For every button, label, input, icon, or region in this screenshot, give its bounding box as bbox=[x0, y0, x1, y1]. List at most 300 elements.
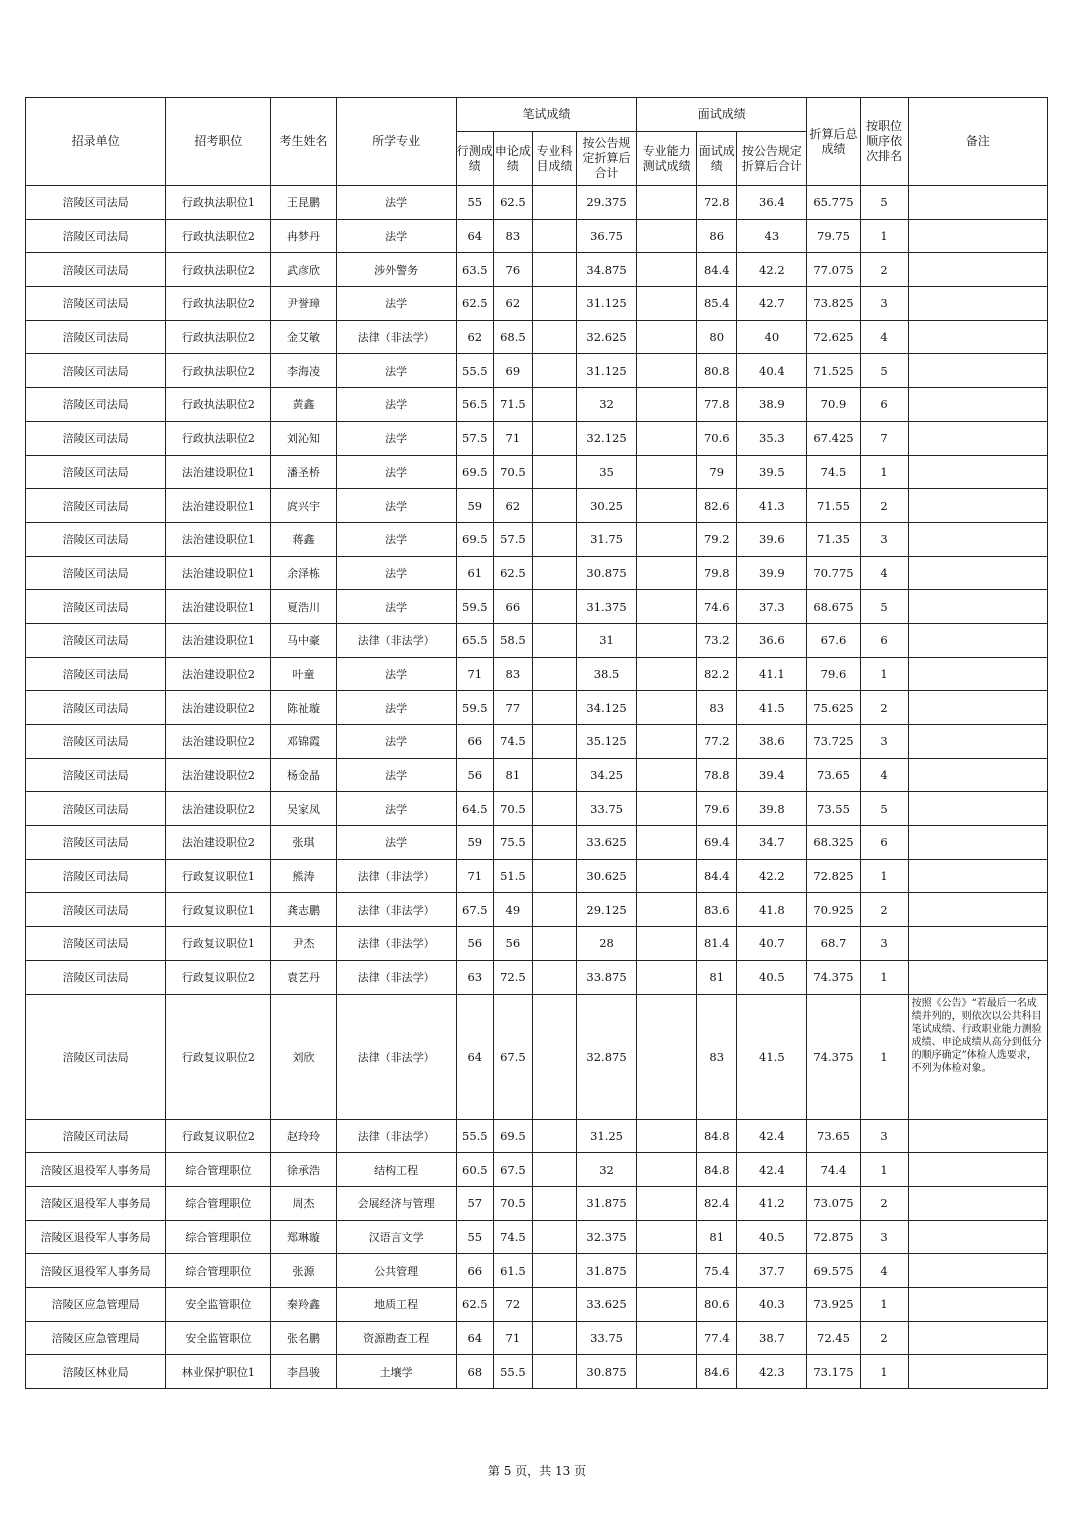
cell-xingce: 71 bbox=[456, 657, 493, 691]
cell-name: 袁艺丹 bbox=[271, 960, 336, 994]
cell-written-total: 32.375 bbox=[576, 1220, 636, 1254]
cell-unit: 涪陵区退役军人事务局 bbox=[26, 1254, 166, 1288]
cell-rank: 6 bbox=[860, 826, 908, 860]
cell-interview: 80.6 bbox=[697, 1287, 737, 1321]
cell-shenlun: 71 bbox=[493, 421, 532, 455]
cell-interview-total: 40.5 bbox=[737, 1220, 807, 1254]
cell-ability bbox=[637, 1153, 697, 1187]
cell-interview-total: 40.5 bbox=[737, 960, 807, 994]
cell-position: 法治建设职位1 bbox=[166, 556, 271, 590]
cell-shenlun: 74.5 bbox=[493, 1220, 532, 1254]
cell-major: 公共管理 bbox=[336, 1254, 456, 1288]
cell-unit: 涪陵区司法局 bbox=[26, 287, 166, 321]
cell-interview: 82.6 bbox=[697, 489, 737, 523]
cell-unit: 涪陵区司法局 bbox=[26, 960, 166, 994]
cell-shenlun: 83 bbox=[493, 219, 532, 253]
table-row bbox=[26, 960, 1048, 994]
cell-xingce: 56.5 bbox=[456, 388, 493, 422]
header-name: 考生姓名 bbox=[271, 98, 336, 186]
header-interview-score: 面试成绩 bbox=[697, 132, 737, 186]
cell-xingce: 55.5 bbox=[456, 354, 493, 388]
cell-unit: 涪陵区司法局 bbox=[26, 354, 166, 388]
cell-xingce: 63.5 bbox=[456, 253, 493, 287]
cell-written-total: 28 bbox=[576, 927, 636, 961]
cell-position: 行政复议职位1 bbox=[166, 893, 271, 927]
table-row bbox=[26, 455, 1048, 489]
cell-rank: 5 bbox=[860, 354, 908, 388]
cell-zhuanye bbox=[532, 421, 576, 455]
cell-position: 法治建设职位1 bbox=[166, 489, 271, 523]
cell-shenlun: 61.5 bbox=[493, 1254, 532, 1288]
cell-rank: 2 bbox=[860, 1186, 908, 1220]
cell-zhuanye bbox=[532, 1220, 576, 1254]
table-row bbox=[26, 893, 1048, 927]
cell-final: 68.325 bbox=[807, 826, 860, 860]
cell-interview-total: 38.9 bbox=[737, 388, 807, 422]
cell-unit: 涪陵区司法局 bbox=[26, 859, 166, 893]
cell-zhuanye bbox=[532, 186, 576, 220]
cell-written-total: 31.125 bbox=[576, 354, 636, 388]
cell-shenlun: 77 bbox=[493, 691, 532, 725]
cell-unit: 涪陵区司法局 bbox=[26, 186, 166, 220]
cell-shenlun: 69 bbox=[493, 354, 532, 388]
cell-ability bbox=[637, 1119, 697, 1153]
cell-written-total: 33.875 bbox=[576, 960, 636, 994]
cell-note bbox=[908, 522, 1047, 556]
cell-written-total: 34.25 bbox=[576, 758, 636, 792]
cell-written-total: 34.875 bbox=[576, 253, 636, 287]
cell-name: 邓锦霞 bbox=[271, 725, 336, 759]
cell-final: 79.75 bbox=[807, 219, 860, 253]
cell-unit: 涪陵区司法局 bbox=[26, 758, 166, 792]
cell-rank: 3 bbox=[860, 1220, 908, 1254]
cell-rank: 2 bbox=[860, 893, 908, 927]
table-row bbox=[26, 1220, 1048, 1254]
cell-note bbox=[908, 320, 1047, 354]
table-row bbox=[26, 758, 1048, 792]
cell-position: 法治建设职位2 bbox=[166, 691, 271, 725]
table-row bbox=[26, 1287, 1048, 1321]
cell-note bbox=[908, 590, 1047, 624]
cell-shenlun: 83 bbox=[493, 657, 532, 691]
cell-written-total: 35.125 bbox=[576, 725, 636, 759]
cell-note bbox=[908, 1254, 1047, 1288]
cell-final: 73.65 bbox=[807, 1119, 860, 1153]
cell-shenlun: 55.5 bbox=[493, 1355, 532, 1389]
cell-shenlun: 62 bbox=[493, 489, 532, 523]
cell-interview: 85.4 bbox=[697, 287, 737, 321]
table-row bbox=[26, 556, 1048, 590]
cell-xingce: 64 bbox=[456, 1321, 493, 1355]
cell-rank: 4 bbox=[860, 758, 908, 792]
cell-position: 行政复议职位2 bbox=[166, 1119, 271, 1153]
cell-name: 王昆鹏 bbox=[271, 186, 336, 220]
cell-zhuanye bbox=[532, 1321, 576, 1355]
cell-interview: 82.2 bbox=[697, 657, 737, 691]
cell-zhuanye bbox=[532, 758, 576, 792]
cell-final: 74.5 bbox=[807, 455, 860, 489]
table-row bbox=[26, 1153, 1048, 1187]
cell-rank: 3 bbox=[860, 1119, 908, 1153]
cell-xingce: 71 bbox=[456, 859, 493, 893]
cell-shenlun: 81 bbox=[493, 758, 532, 792]
cell-unit: 涪陵区司法局 bbox=[26, 691, 166, 725]
header-final: 折算后总成绩 bbox=[807, 98, 860, 186]
cell-xingce: 62 bbox=[456, 320, 493, 354]
cell-written-total: 31.875 bbox=[576, 1254, 636, 1288]
table-row bbox=[26, 792, 1048, 826]
cell-name: 冉梦丹 bbox=[271, 219, 336, 253]
cell-xingce: 63 bbox=[456, 960, 493, 994]
cell-major: 法律（非法学） bbox=[336, 994, 456, 1119]
cell-final: 74.375 bbox=[807, 960, 860, 994]
header-note: 备注 bbox=[908, 98, 1047, 186]
cell-xingce: 61 bbox=[456, 556, 493, 590]
cell-final: 73.65 bbox=[807, 758, 860, 792]
cell-shenlun: 66 bbox=[493, 590, 532, 624]
cell-shenlun: 67.5 bbox=[493, 1153, 532, 1187]
cell-major: 法学 bbox=[336, 522, 456, 556]
cell-name: 尹誉璋 bbox=[271, 287, 336, 321]
table-row bbox=[26, 186, 1048, 220]
cell-note bbox=[908, 556, 1047, 590]
cell-note bbox=[908, 253, 1047, 287]
cell-final: 68.675 bbox=[807, 590, 860, 624]
cell-ability bbox=[637, 320, 697, 354]
cell-zhuanye bbox=[532, 556, 576, 590]
cell-interview: 74.6 bbox=[697, 590, 737, 624]
cell-unit: 涪陵区司法局 bbox=[26, 219, 166, 253]
cell-xingce: 57.5 bbox=[456, 421, 493, 455]
cell-interview-total: 40.3 bbox=[737, 1287, 807, 1321]
cell-xingce: 66 bbox=[456, 725, 493, 759]
cell-interview: 72.8 bbox=[697, 186, 737, 220]
cell-major: 法学 bbox=[336, 792, 456, 826]
cell-major: 法律（非法学） bbox=[336, 927, 456, 961]
cell-unit: 涪陵区司法局 bbox=[26, 826, 166, 860]
cell-written-total: 38.5 bbox=[576, 657, 636, 691]
cell-zhuanye bbox=[532, 320, 576, 354]
cell-name: 秦羚鑫 bbox=[271, 1287, 336, 1321]
cell-xingce: 55 bbox=[456, 1220, 493, 1254]
cell-interview: 83 bbox=[697, 691, 737, 725]
cell-note bbox=[908, 927, 1047, 961]
cell-ability bbox=[637, 826, 697, 860]
cell-written-total: 31 bbox=[576, 623, 636, 657]
cell-ability bbox=[637, 893, 697, 927]
cell-note bbox=[908, 354, 1047, 388]
cell-position: 法治建设职位1 bbox=[166, 522, 271, 556]
cell-zhuanye bbox=[532, 1254, 576, 1288]
cell-unit: 涪陵区司法局 bbox=[26, 893, 166, 927]
cell-written-total: 30.625 bbox=[576, 859, 636, 893]
cell-final: 70.775 bbox=[807, 556, 860, 590]
cell-xingce: 64.5 bbox=[456, 792, 493, 826]
cell-interview: 79 bbox=[697, 455, 737, 489]
table-row bbox=[26, 1119, 1048, 1153]
cell-interview: 70.6 bbox=[697, 421, 737, 455]
cell-shenlun: 62.5 bbox=[493, 556, 532, 590]
cell-interview: 84.8 bbox=[697, 1153, 737, 1187]
cell-ability bbox=[637, 388, 697, 422]
cell-zhuanye bbox=[532, 590, 576, 624]
cell-major: 法学 bbox=[336, 186, 456, 220]
cell-note bbox=[908, 287, 1047, 321]
cell-major: 法学 bbox=[336, 826, 456, 860]
cell-shenlun: 70.5 bbox=[493, 1186, 532, 1220]
cell-ability bbox=[637, 1186, 697, 1220]
cell-final: 72.625 bbox=[807, 320, 860, 354]
cell-name: 蒋鑫 bbox=[271, 522, 336, 556]
cell-name: 张名鹏 bbox=[271, 1321, 336, 1355]
cell-position: 法治建设职位2 bbox=[166, 725, 271, 759]
cell-interview-total: 34.7 bbox=[737, 826, 807, 860]
cell-rank: 2 bbox=[860, 489, 908, 523]
cell-written-total: 32 bbox=[576, 1153, 636, 1187]
cell-interview-total: 43 bbox=[737, 219, 807, 253]
cell-zhuanye bbox=[532, 388, 576, 422]
table-row bbox=[26, 1186, 1048, 1220]
cell-xingce: 68 bbox=[456, 1355, 493, 1389]
cell-shenlun: 70.5 bbox=[493, 455, 532, 489]
cell-note bbox=[908, 388, 1047, 422]
cell-written-total: 34.125 bbox=[576, 691, 636, 725]
table-row bbox=[26, 287, 1048, 321]
cell-written-total: 32 bbox=[576, 388, 636, 422]
cell-position: 法治建设职位2 bbox=[166, 758, 271, 792]
cell-written-total: 33.625 bbox=[576, 1287, 636, 1321]
cell-interview: 84.6 bbox=[697, 1355, 737, 1389]
cell-written-total: 30.25 bbox=[576, 489, 636, 523]
table-row bbox=[26, 489, 1048, 523]
cell-name: 武彦欣 bbox=[271, 253, 336, 287]
cell-name: 夏浩川 bbox=[271, 590, 336, 624]
cell-interview: 79.2 bbox=[697, 522, 737, 556]
cell-note bbox=[908, 859, 1047, 893]
cell-interview: 79.8 bbox=[697, 556, 737, 590]
cell-major: 法律（非法学） bbox=[336, 320, 456, 354]
cell-ability bbox=[637, 354, 697, 388]
cell-rank: 2 bbox=[860, 253, 908, 287]
cell-unit: 涪陵区林业局 bbox=[26, 1355, 166, 1389]
cell-final: 75.625 bbox=[807, 691, 860, 725]
cell-shenlun: 70.5 bbox=[493, 792, 532, 826]
cell-major: 法律（非法学） bbox=[336, 893, 456, 927]
cell-name: 刘欣 bbox=[271, 994, 336, 1119]
cell-rank: 5 bbox=[860, 590, 908, 624]
cell-note bbox=[908, 1287, 1047, 1321]
cell-note bbox=[908, 489, 1047, 523]
cell-interview: 83 bbox=[697, 994, 737, 1119]
cell-interview-total: 41.8 bbox=[737, 893, 807, 927]
cell-ability bbox=[637, 219, 697, 253]
cell-shenlun: 75.5 bbox=[493, 826, 532, 860]
cell-major: 法学 bbox=[336, 354, 456, 388]
cell-interview-total: 38.7 bbox=[737, 1321, 807, 1355]
table-row bbox=[26, 354, 1048, 388]
cell-interview: 77.4 bbox=[697, 1321, 737, 1355]
cell-unit: 涪陵区退役军人事务局 bbox=[26, 1186, 166, 1220]
cell-zhuanye bbox=[532, 826, 576, 860]
cell-name: 张源 bbox=[271, 1254, 336, 1288]
cell-interview: 75.4 bbox=[697, 1254, 737, 1288]
cell-rank: 5 bbox=[860, 186, 908, 220]
cell-interview: 86 bbox=[697, 219, 737, 253]
cell-interview: 81 bbox=[697, 960, 737, 994]
cell-final: 77.075 bbox=[807, 253, 860, 287]
cell-rank: 3 bbox=[860, 522, 908, 556]
cell-name: 熊涛 bbox=[271, 859, 336, 893]
cell-note bbox=[908, 1220, 1047, 1254]
cell-xingce: 59.5 bbox=[456, 691, 493, 725]
cell-zhuanye bbox=[532, 893, 576, 927]
cell-note bbox=[908, 623, 1047, 657]
cell-rank: 1 bbox=[860, 1355, 908, 1389]
cell-zhuanye bbox=[532, 1287, 576, 1321]
cell-interview-total: 42.2 bbox=[737, 859, 807, 893]
cell-shenlun: 72 bbox=[493, 1287, 532, 1321]
cell-zhuanye bbox=[532, 792, 576, 826]
cell-rank: 4 bbox=[860, 320, 908, 354]
table-row bbox=[26, 1254, 1048, 1288]
cell-interview: 83.6 bbox=[697, 893, 737, 927]
table-row bbox=[26, 927, 1048, 961]
cell-ability bbox=[637, 623, 697, 657]
cell-written-total: 29.375 bbox=[576, 186, 636, 220]
cell-ability bbox=[637, 859, 697, 893]
cell-major: 地质工程 bbox=[336, 1287, 456, 1321]
cell-shenlun: 62.5 bbox=[493, 186, 532, 220]
cell-position: 行政执法职位2 bbox=[166, 287, 271, 321]
cell-interview: 77.2 bbox=[697, 725, 737, 759]
cell-position: 法治建设职位1 bbox=[166, 623, 271, 657]
cell-final: 71.525 bbox=[807, 354, 860, 388]
cell-major: 法律（非法学） bbox=[336, 623, 456, 657]
cell-position: 行政执法职位2 bbox=[166, 421, 271, 455]
cell-position: 法治建设职位1 bbox=[166, 590, 271, 624]
cell-ability bbox=[637, 792, 697, 826]
cell-note bbox=[908, 1321, 1047, 1355]
cell-position: 法治建设职位1 bbox=[166, 455, 271, 489]
cell-name: 李海凌 bbox=[271, 354, 336, 388]
cell-written-total: 33.75 bbox=[576, 792, 636, 826]
cell-note bbox=[908, 826, 1047, 860]
cell-written-total: 32.875 bbox=[576, 994, 636, 1119]
cell-major: 资源勘查工程 bbox=[336, 1321, 456, 1355]
cell-written-total: 36.75 bbox=[576, 219, 636, 253]
cell-rank: 1 bbox=[860, 859, 908, 893]
cell-rank: 1 bbox=[860, 657, 908, 691]
cell-interview-total: 40.7 bbox=[737, 927, 807, 961]
cell-written-total: 33.625 bbox=[576, 826, 636, 860]
cell-final: 73.925 bbox=[807, 1287, 860, 1321]
cell-shenlun: 58.5 bbox=[493, 623, 532, 657]
cell-major: 法学 bbox=[336, 725, 456, 759]
cell-rank: 1 bbox=[860, 219, 908, 253]
cell-note bbox=[908, 421, 1047, 455]
cell-final: 72.825 bbox=[807, 859, 860, 893]
cell-shenlun: 71.5 bbox=[493, 388, 532, 422]
cell-interview-total: 42.2 bbox=[737, 253, 807, 287]
cell-position: 行政执法职位2 bbox=[166, 219, 271, 253]
header-interview-total: 按公告规定折算后合计 bbox=[737, 132, 807, 186]
cell-shenlun: 51.5 bbox=[493, 859, 532, 893]
cell-unit: 涪陵区司法局 bbox=[26, 927, 166, 961]
cell-ability bbox=[637, 421, 697, 455]
cell-position: 行政执法职位2 bbox=[166, 354, 271, 388]
cell-final: 70.925 bbox=[807, 893, 860, 927]
cell-note bbox=[908, 1186, 1047, 1220]
cell-unit: 涪陵区司法局 bbox=[26, 320, 166, 354]
cell-position: 安全监管职位 bbox=[166, 1287, 271, 1321]
cell-position: 综合管理职位 bbox=[166, 1254, 271, 1288]
cell-rank: 1 bbox=[860, 455, 908, 489]
cell-final: 65.775 bbox=[807, 186, 860, 220]
cell-major: 会展经济与管理 bbox=[336, 1186, 456, 1220]
cell-written-total: 31.75 bbox=[576, 522, 636, 556]
cell-note bbox=[908, 455, 1047, 489]
table-row bbox=[26, 623, 1048, 657]
cell-final: 72.45 bbox=[807, 1321, 860, 1355]
cell-xingce: 60.5 bbox=[456, 1153, 493, 1187]
cell-name: 杨金晶 bbox=[271, 758, 336, 792]
cell-written-total: 32.125 bbox=[576, 421, 636, 455]
cell-final: 74.375 bbox=[807, 994, 860, 1119]
cell-shenlun: 69.5 bbox=[493, 1119, 532, 1153]
cell-unit: 涪陵区司法局 bbox=[26, 455, 166, 489]
cell-xingce: 59.5 bbox=[456, 590, 493, 624]
cell-name: 黄鑫 bbox=[271, 388, 336, 422]
cell-xingce: 69.5 bbox=[456, 522, 493, 556]
cell-xingce: 56 bbox=[456, 927, 493, 961]
cell-unit: 涪陵区司法局 bbox=[26, 792, 166, 826]
cell-unit: 涪陵区司法局 bbox=[26, 623, 166, 657]
cell-xingce: 65.5 bbox=[456, 623, 493, 657]
cell-name: 周杰 bbox=[271, 1186, 336, 1220]
header-shenlun: 申论成绩 bbox=[493, 132, 532, 186]
cell-shenlun: 49 bbox=[493, 893, 532, 927]
cell-major: 法学 bbox=[336, 287, 456, 321]
cell-unit: 涪陵区应急管理局 bbox=[26, 1321, 166, 1355]
cell-interview-total: 42.4 bbox=[737, 1119, 807, 1153]
cell-note bbox=[908, 893, 1047, 927]
cell-interview-total: 42.7 bbox=[737, 287, 807, 321]
cell-interview-total: 39.6 bbox=[737, 522, 807, 556]
cell-xingce: 56 bbox=[456, 758, 493, 792]
cell-zhuanye bbox=[532, 1153, 576, 1187]
cell-interview: 80.8 bbox=[697, 354, 737, 388]
cell-major: 法律（非法学） bbox=[336, 960, 456, 994]
cell-written-total: 30.875 bbox=[576, 556, 636, 590]
cell-zhuanye bbox=[532, 354, 576, 388]
cell-xingce: 69.5 bbox=[456, 455, 493, 489]
cell-interview-total: 37.3 bbox=[737, 590, 807, 624]
cell-shenlun: 57.5 bbox=[493, 522, 532, 556]
cell-unit: 涪陵区司法局 bbox=[26, 388, 166, 422]
cell-interview-total: 40.4 bbox=[737, 354, 807, 388]
cell-name: 余泽栋 bbox=[271, 556, 336, 590]
cell-position: 法治建设职位2 bbox=[166, 826, 271, 860]
cell-final: 73.725 bbox=[807, 725, 860, 759]
cell-interview: 81.4 bbox=[697, 927, 737, 961]
cell-final: 68.7 bbox=[807, 927, 860, 961]
cell-note bbox=[908, 792, 1047, 826]
cell-position: 法治建设职位2 bbox=[166, 792, 271, 826]
cell-position: 行政复议职位1 bbox=[166, 859, 271, 893]
table-row bbox=[26, 826, 1048, 860]
cell-ability bbox=[637, 758, 697, 792]
cell-interview-total: 35.3 bbox=[737, 421, 807, 455]
